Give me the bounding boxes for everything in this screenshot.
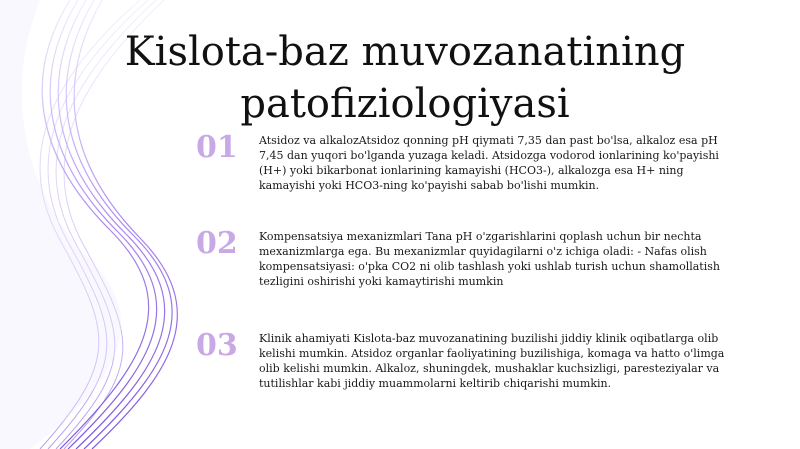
item-text: Kompensatsiya mexanizmlari Tana pH o'zgarishlarini qoplash uchun bir nechta mexanizmlarga ega. Bu mexanizmlar quyidagilarni o'z ichiga oladi: - Nafas olish kompensatsiyasi: o'pka CO2 ni olib tashlash yoki ushlab turish uchun shamollatish tezligini oshirishi yoki kamaytirishi mumkin — [259, 230, 720, 288]
slide-title: Kislota-baz muvozanatining patofiziologiyasi — [124, 29, 686, 127]
item-number: 02 — [196, 226, 238, 261]
item-text: Atsidoz va alkalozAtsidoz qonning pH qiymati 7,35 dan past bo'lsa, alkaloz esa pH 7,45 dan yuqori bo'lganda yuzaga keladi. Atsidozga vodorod ionlarining ko'payishi (H+) yoki bikarbonat ionlarining kamayishi (HCO3-), alkalozga esa H+ ning kamayishi yoki HCO3-ning ko'payishi sabab bo'lishi mumkin. — [259, 134, 719, 192]
item-number: 01 — [196, 130, 238, 165]
item-text: Klinik ahamiyati Kislota-baz muvozanatining buzilishi jiddiy klinik oqibatlarga olib kelishi mumkin. Atsidoz organlar faoliyatining buzilishiga, komaga va hatto o'limga olib kelishi mumkin. Alkaloz, shuningdek, mushaklar kuchsizligi, paresteziyalar va tutilishlar kabi jiddiy muammolarni keltirib chiqarishi mumkin. — [259, 332, 725, 390]
item-number: 03 — [196, 328, 238, 363]
